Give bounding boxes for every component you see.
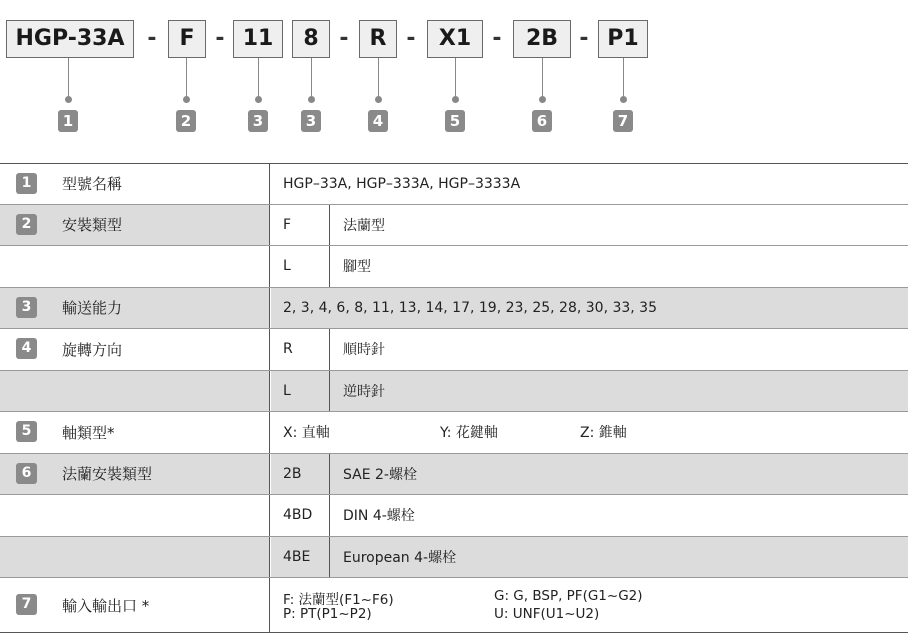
row-number-badge: 1 (16, 173, 37, 194)
row-value-cell (271, 454, 908, 495)
option-desc: DIN 4-螺栓 (343, 508, 415, 525)
table-row-model (0, 163, 908, 205)
spec-table (0, 163, 908, 633)
option-code: 4BD (283, 507, 313, 524)
cell-divider (329, 495, 330, 536)
connector-line (455, 58, 456, 100)
table-row-flange (0, 454, 908, 496)
row-label: 軸類型* (62, 423, 115, 442)
connector-dot (65, 96, 72, 103)
row-label: 型號名稱 (62, 175, 123, 194)
option-desc: European 4-螺栓 (343, 549, 457, 566)
code-dash: - (406, 26, 416, 51)
connector-line (186, 58, 187, 100)
position-number-5: 5 (445, 110, 465, 132)
connector-dot (308, 96, 315, 103)
row-label: 輸入輸出口 * (62, 596, 150, 615)
connector-dot (620, 96, 627, 103)
row-header-empty (0, 495, 270, 536)
connector-line (378, 58, 379, 100)
row-number-badge: 6 (16, 463, 37, 484)
row-label: 旋轉方向 (62, 340, 123, 359)
row-value-cell (271, 537, 908, 578)
table-row-rotation (0, 329, 908, 371)
option-code: 4BE (283, 548, 311, 565)
table-row-rotation-2 (0, 371, 908, 413)
port-option-p: P: PT(P1~P2) (283, 606, 372, 622)
row-number-badge: 5 (16, 421, 37, 442)
option-code: R (283, 341, 293, 358)
code-segment-flange: 2B (513, 20, 571, 58)
row-header (0, 412, 270, 453)
row-value-cell (271, 371, 908, 412)
code-dash: - (579, 26, 589, 51)
connector-line (311, 58, 312, 100)
code-segment-rotation: R (359, 20, 397, 58)
connector-dot (375, 96, 382, 103)
capacity-values: 2, 3, 4, 6, 8, 11, 13, 14, 17, 19, 23, 25, 28, 30, 33, 35 (283, 299, 658, 316)
table-row-mount (0, 205, 908, 247)
position-number-3b: 3 (301, 110, 321, 132)
connector-line (258, 58, 259, 100)
port-option-f: F: 法蘭型(F1~F6) (283, 592, 394, 608)
option-code: F (283, 216, 292, 233)
position-number-3a: 3 (248, 110, 268, 132)
code-segment-ports: P1 (598, 20, 648, 58)
row-header (0, 454, 270, 495)
table-row-capacity (0, 288, 908, 330)
option-desc: 法蘭型 (343, 217, 385, 234)
cell-divider (329, 329, 330, 370)
table-row-ports (0, 578, 908, 633)
position-number-1: 1 (58, 110, 78, 132)
table-row-flange-2 (0, 495, 908, 537)
connector-line (623, 58, 624, 100)
row-header (0, 578, 270, 632)
row-value-cell (271, 246, 908, 287)
position-number-4: 4 (368, 110, 388, 132)
shaft-option-z: Z: 錐軸 (580, 425, 627, 442)
connector-dot (255, 96, 262, 103)
connector-line (68, 58, 69, 100)
connector-dot (183, 96, 190, 103)
option-desc: 順時針 (343, 342, 385, 359)
position-number-2: 2 (176, 110, 196, 132)
row-header (0, 329, 270, 370)
row-value-cell (271, 412, 908, 453)
code-segment-model: HGP-33A (6, 20, 134, 58)
option-desc: 逆時針 (343, 383, 385, 400)
code-segment-mount: F (168, 20, 206, 58)
row-value-cell (271, 329, 908, 370)
cell-divider (329, 537, 330, 578)
row-number-badge: 4 (16, 338, 37, 359)
row-number-badge: 7 (16, 594, 37, 615)
code-dash: - (492, 26, 502, 51)
row-header-empty (0, 246, 270, 287)
port-option-u: U: UNF(U1~U2) (494, 606, 600, 622)
option-code: 2B (283, 465, 302, 482)
cell-divider (329, 371, 330, 412)
row-header (0, 205, 270, 246)
code-segment-capacity-b: 8 (292, 20, 330, 58)
row-header (0, 164, 270, 204)
row-value-cell (271, 205, 908, 246)
row-label: 法蘭安裝類型 (62, 465, 153, 484)
row-number-badge: 3 (16, 297, 37, 318)
row-label: 安裝類型 (62, 216, 123, 235)
cell-divider (329, 454, 330, 495)
row-header-empty (0, 537, 270, 578)
row-header (0, 288, 270, 329)
option-desc: 腳型 (343, 259, 371, 276)
row-label: 輸送能力 (62, 299, 123, 318)
connector-line (542, 58, 543, 100)
model-names: HGP–33A, HGP–333A, HGP–3333A (283, 175, 521, 192)
port-option-g: G: G, BSP, PF(G1~G2) (494, 588, 643, 604)
row-number-badge: 2 (16, 214, 37, 235)
code-segment-shaft: X1 (427, 20, 483, 58)
row-value-cell (271, 495, 908, 536)
cell-divider (329, 246, 330, 287)
position-number-7: 7 (613, 110, 633, 132)
shaft-option-x: X: 直軸 (283, 425, 330, 442)
code-dash: - (215, 26, 225, 51)
table-row-shaft (0, 412, 908, 454)
option-code: L (283, 382, 291, 399)
shaft-option-y: Y: 花鍵軸 (440, 425, 498, 442)
table-row-flange-3 (0, 537, 908, 579)
row-value-cell (271, 578, 908, 632)
code-segment-capacity-a: 11 (233, 20, 283, 58)
connector-dot (539, 96, 546, 103)
position-number-6: 6 (532, 110, 552, 132)
model-code-diagram (0, 0, 908, 150)
connector-dot (452, 96, 459, 103)
cell-divider (329, 205, 330, 246)
option-desc: SAE 2-螺栓 (343, 466, 417, 483)
code-dash: - (339, 26, 349, 51)
table-row-mount-2 (0, 246, 908, 288)
option-code: L (283, 258, 291, 275)
code-dash: - (147, 26, 157, 51)
row-value-cell (271, 164, 908, 204)
row-value-cell (271, 288, 908, 329)
row-header-empty (0, 371, 270, 412)
